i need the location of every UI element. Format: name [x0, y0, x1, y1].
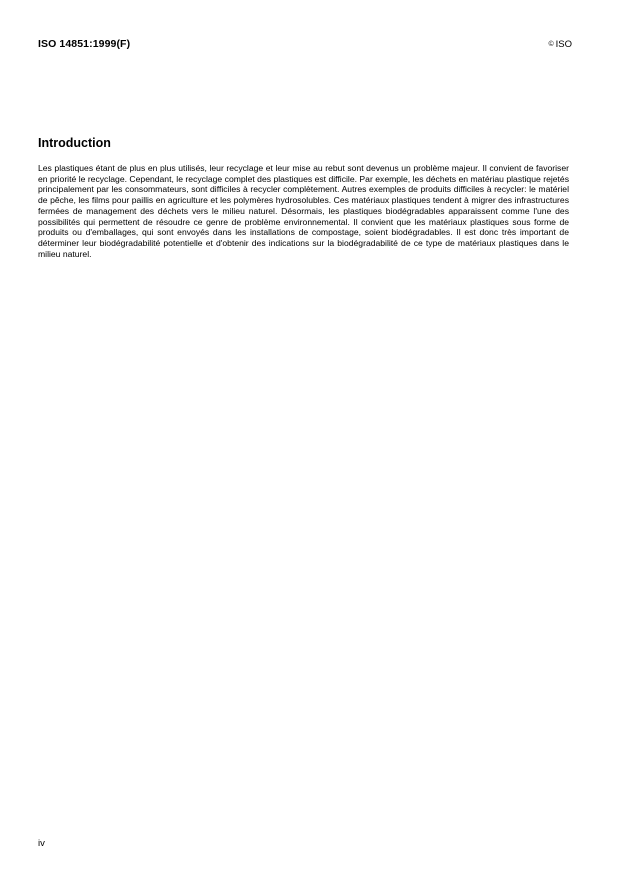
copyright-notice [548, 39, 572, 50]
document-identifier: ISO 14851:1999(F) [38, 38, 131, 50]
introduction-paragraph: Les plastiques étant de plus en plus utilisés, leur recyclage et leur mise au rebut sont devenus un problème majeur. Il convient de favoriser en priorité le recyclage. Cependant, le recyclage complet des plastiques est difficile. Par exemple, les déchets en matériau plastique rejetés principalement par les consommateurs, sont difficiles à recycler complètement. Autres exemples de produits difficiles à recycler: le matériel de pêche, les films pour paillis en agriculture et les polymères hydrosolubles. Ces matériaux plastiques tendent à migrer des infrastructures fermées de management des déchets vers le milieu naturel. Désormais, les plastiques biodégradables apparaissent comme l'une des possibilités qui permettent de résoudre ce genre de problème environnemental. Il convient que les matériaux plastiques sous forme de produits ou d'emballages, qui sont envoyés dans les installations de compostage, soient biodégradables. Il est donc très important de déterminer leur biodégradabilité potentielle et d'obtenir des indications sur la biodégradabilité de ce type de matériaux plastiques dans le milieu naturel. [38, 163, 569, 259]
copyright-icon: © [548, 41, 554, 48]
copyright-owner: ISO [555, 39, 572, 50]
section-title: Introduction [38, 136, 111, 150]
page-number: iv [38, 838, 45, 849]
